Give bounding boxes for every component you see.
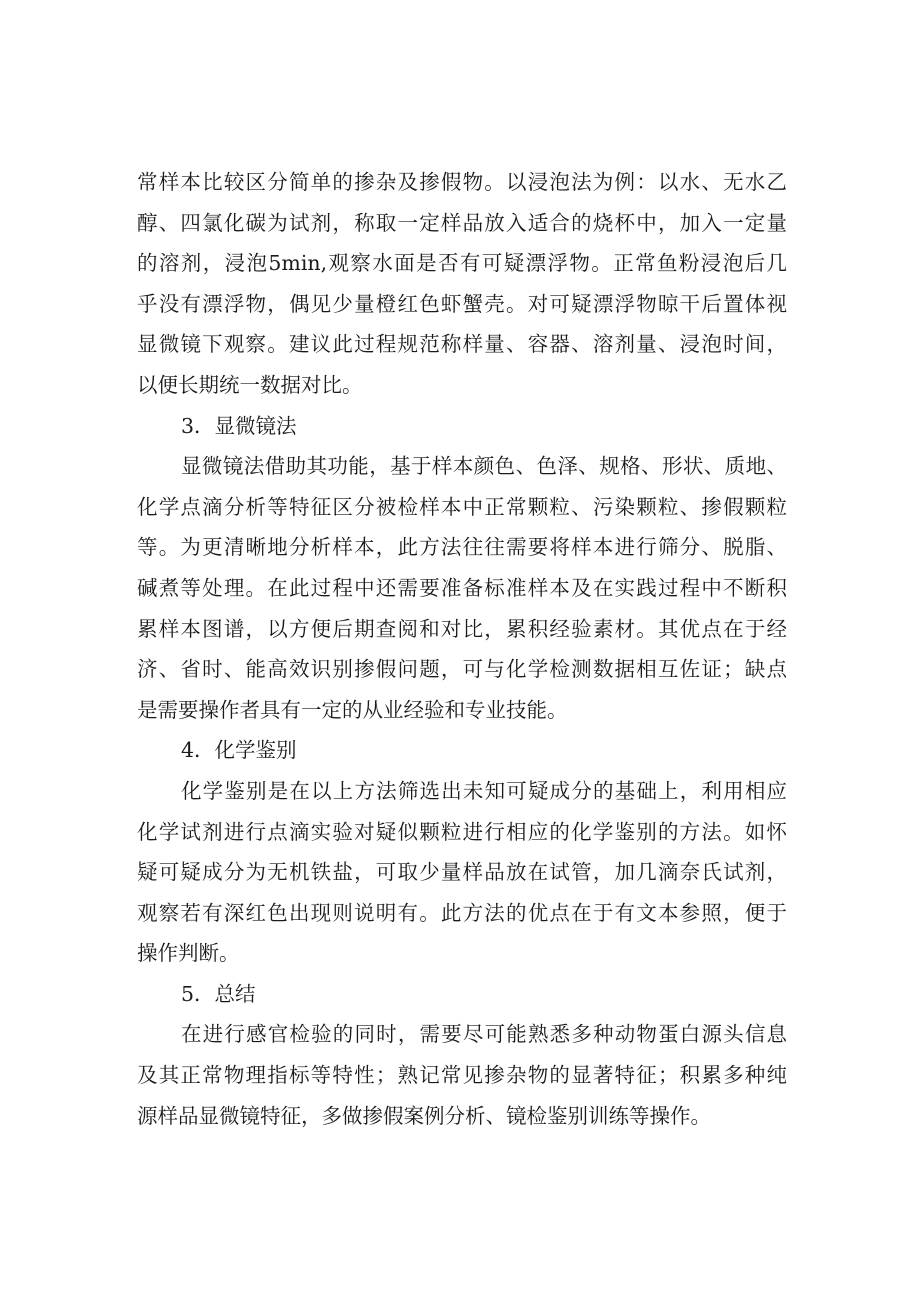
paragraph-line: 等。为更清晰地分析样本，此方法往往需要将样本进行筛分、脱脂、 (137, 535, 787, 560)
paragraph-line: 化学试剂进行点滴实验对疑似颗粒进行相应的化学鉴别的方法。如怀 (137, 819, 787, 844)
paragraph-line: 是需要操作者具有一定的从业经验和专业技能。 (137, 697, 568, 722)
paragraph-line: 碱煮等处理。在此过程中还需要准备标准样本及在实践过程中不断积 (137, 575, 787, 600)
paragraph-line: 疑可疑成分为无机铁盐，可取少量样品放在试管，加几滴奈氏试剂， (137, 860, 787, 885)
paragraph (137, 771, 787, 974)
paragraph-line: 济、省时、能高效识别掺假问题，可与化学检测数据相互佐证；缺点 (137, 657, 787, 682)
paragraph (137, 446, 787, 730)
paragraph-line: 乎没有漂浮物，偶见少量橙红色虾蟹壳。对可疑漂浮物晾干后置体视 (137, 291, 787, 316)
paragraph-line: 化学点滴分析等特征区分被检样本中正常颗粒、污染颗粒、掺假颗粒 (137, 494, 787, 519)
paragraph (137, 1014, 787, 1136)
paragraph-line: 源样品显微镜特征，多做掺假案例分析、镜检鉴别训练等操作。 (137, 1103, 711, 1128)
section-heading: 4．化学鉴别 (181, 738, 297, 763)
paragraph-line: 化学鉴别是在以上方法筛选出未知可疑成分的基础上，利用相应 (181, 778, 787, 803)
document-body (137, 162, 787, 1136)
paragraph-line: 操作判断。 (137, 941, 240, 966)
section-heading: 5．总结 (181, 981, 256, 1006)
paragraph-line: 常样本比较区分简单的掺杂及掺假物。以浸泡法为例：以水、无水乙 (137, 170, 787, 194)
paragraph-line: 累样本图谱，以方便后期查阅和对比，累积经验素材。其优点在于经 (137, 616, 787, 641)
section-heading: 3．显微镜法 (181, 413, 297, 438)
paragraph-line: 在进行感官检验的同时，需要尽可能熟悉多种动物蛋白源头信息 (181, 1022, 787, 1047)
paragraph-line: 显微镜下观察。建议此过程规范称样量、容器、溶剂量、浸泡时间， (137, 332, 787, 357)
paragraph-line: 显微镜法借助其功能，基于样本颜色、色泽、规格、形状、质地、 (181, 454, 787, 479)
paragraph-line: 观察若有深红色出现则说明有。此方法的优点在于有文本参照，便于 (137, 900, 787, 925)
paragraph (137, 162, 787, 406)
paragraph-line: 以便长期统一数据对比。 (137, 372, 363, 397)
paragraph-line: 及其正常物理指标等特性；熟记常见掺杂物的显著特征；积累多种纯 (137, 1063, 787, 1088)
paragraph-line: 的溶剂，浸泡5min,观察水面是否有可疑漂浮物。正常鱼粉浸泡后几 (137, 251, 787, 276)
paragraph-line: 醇、四氯化碳为试剂，称取一定样品放入适合的烧杯中，加入一定量 (137, 210, 787, 235)
